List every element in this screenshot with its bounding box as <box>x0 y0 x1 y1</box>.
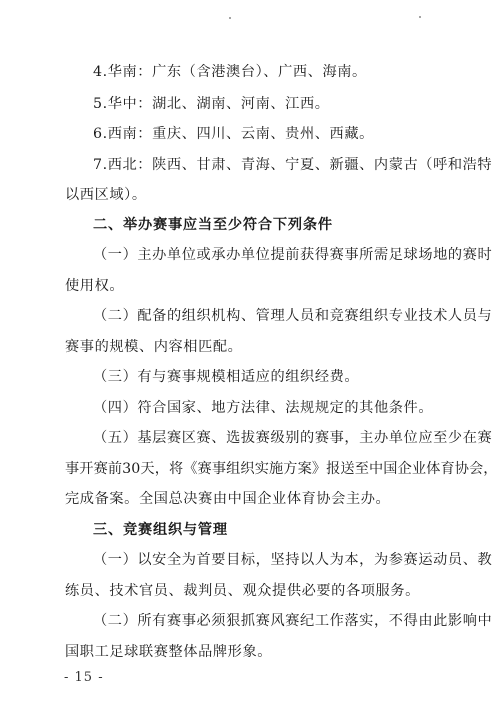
paragraph-line: 完成备案。全国总决赛由中国企业体育协会主办。 <box>65 491 391 507</box>
paragraph-line: 赛事的规模、内容相匹配。 <box>65 339 243 355</box>
region-item-southwest-china: 6.西南：重庆、四川、云南、贵州、西藏。 <box>93 126 374 142</box>
paragraph-line: 事开赛前30天，将《赛事组织实施方案》报送至中国企业体育协会， <box>65 461 498 477</box>
paragraph-line: （一）主办单位或承办单位提前获得赛事所需足球场地的赛时 <box>93 247 493 263</box>
paragraph-line: 使用权。 <box>65 278 125 294</box>
paragraph-line: （五）基层赛区赛、选拔赛级别的赛事，主办单位应至少在赛 <box>93 430 493 446</box>
paragraph-line: （二）所有赛事必须狠抓赛风赛纪工作落实，不得由此影响中 <box>93 613 493 629</box>
region-item-central-china: 5.华中：湖北、湖南、河南、江西。 <box>93 96 330 112</box>
region-item-south-china: 4.华南：广东（含港澳台）、广西、海南。 <box>93 64 367 80</box>
section-heading: 三、竞赛组织与管理 <box>93 522 228 538</box>
paragraph-line: （二）配备的组织机构、管理人员和竞赛组织专业技术人员与 <box>93 308 493 324</box>
section-heading: 二、举办赛事应当至少符合下列条件 <box>93 217 333 233</box>
paragraph-line: 国职工足球联赛整体品牌形象。 <box>65 644 273 660</box>
scan-mark <box>419 16 421 18</box>
region-item-northwest-china-continued: 以西区域）。 <box>65 187 147 203</box>
paragraph-line: （三）有与赛事规模相适应的组织经费。 <box>93 369 360 385</box>
page-number: - 15 - <box>64 670 104 685</box>
paragraph-line: 练员、技术官员、裁判员、观众提供必要的各项服务。 <box>65 583 420 599</box>
scan-mark <box>229 17 231 19</box>
paragraph-line: （一）以安全为首要目标，坚持以人为本，为参赛运动员、教 <box>93 552 493 568</box>
region-item-northwest-china: 7.西北：陕西、甘肃、青海、宁夏、新疆、内蒙古（呼和浩特 <box>93 157 493 173</box>
paragraph-line: （四）符合国家、地方法律、法规规定的其他条件。 <box>93 400 434 416</box>
